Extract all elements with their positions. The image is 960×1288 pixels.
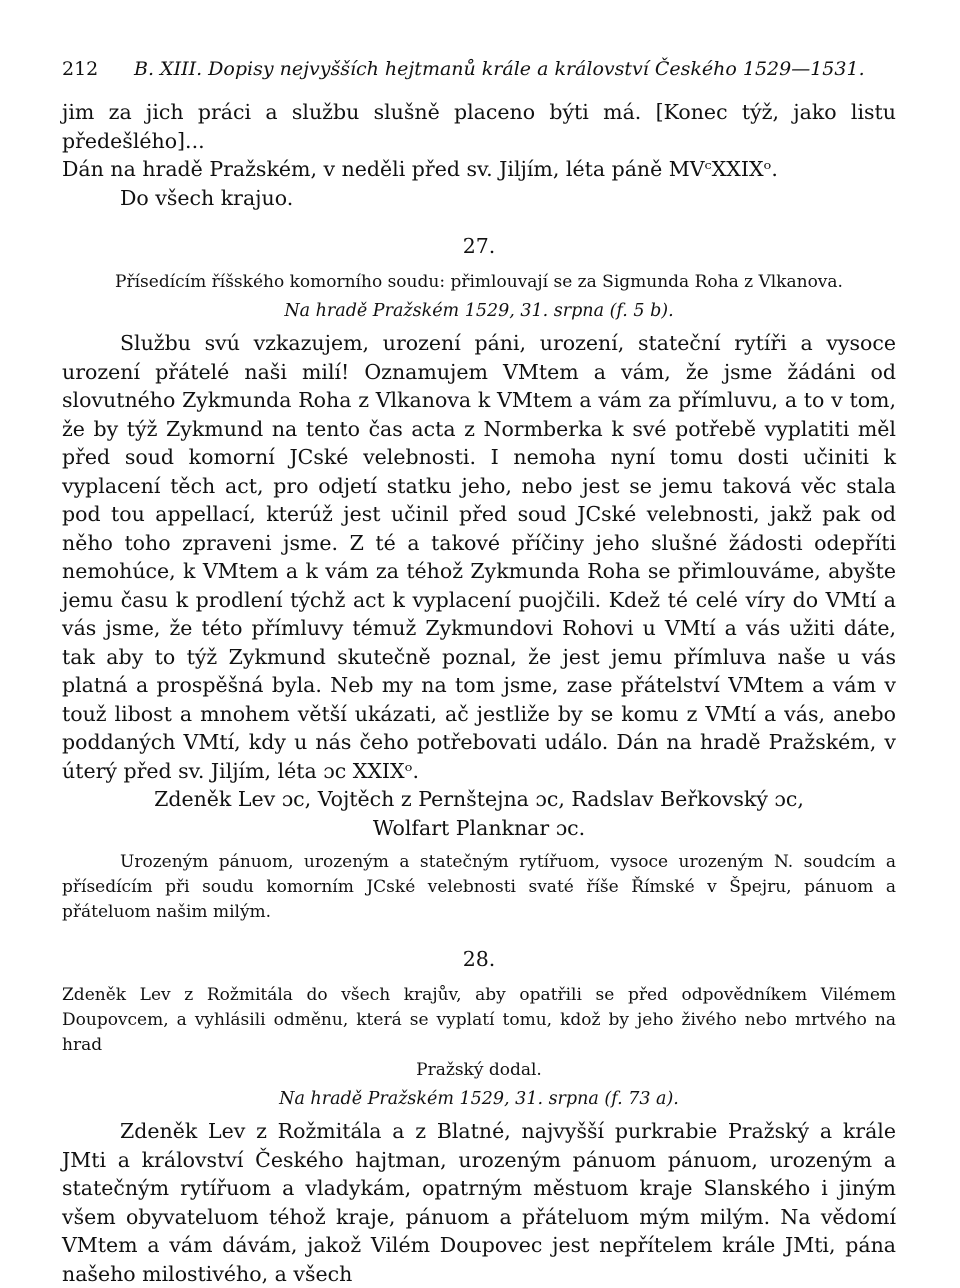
headnote-27: Přísedícím říšského komorního soudu: přimlouvají se za Sigmunda Roha z Vlkanova. (115, 272, 843, 292)
date-line-27: Na hradě Pražském 1529, 31. srpna (f. 5 b). (284, 301, 674, 321)
page-number: 212 (62, 58, 99, 80)
date-line-28: Na hradě Pražském 1529, 31. srpna (f. 73 a). (279, 1089, 679, 1109)
address-27: Urozeným pánuom, urozeným a statečným rytířuom, vysoce urozeným N. soudcím a přísedícím při soudu komorním JCské velebnosti svaté říše Římské v Špejru, pánuom a přáteluom našim milým. (62, 852, 896, 922)
letter-body-28 (62, 1117, 896, 1288)
page-header (62, 58, 896, 98)
letter-body-27 (62, 329, 896, 842)
continuation-line-2: Dán na hradě Pražském, v neděli před sv. Jiljím, léta páně MVᶜXXIXᵒ. (62, 157, 778, 181)
signatures-line-2: Wolfart Planknar ɔc. (372, 815, 586, 840)
running-title: B. XIII. Dopisy nejvyšších hejtmanů krále a království Českého 1529—1531. (134, 58, 865, 80)
headnote-28-last-line: Pražský dodal. (416, 1060, 542, 1080)
letter-text-27: Službu svú vzkazujem, urození páni, urození, stateční rytíři a vysoce urození přátelé naši milí! Oznamujem VMtem a vám, že jsme žádáni od slovutného Zykmunda Roha z Vlkanova k VMtem a vám za přímluvu, a to v tom, že by týž Zykmund na tento čas acta z Normberka k své potřebě vyplatiti měl před soud komorní JCské velebnosti. I nemoha nyní tomu dosti učiniti k vyplacení těch act, pro odjetí statku jeho, nebo jest se jemu taková věc stala pod tou appellací, kterúž jest učinil před soud JCské velebnosti, jakž pak od něho toho zpraveni jsme. Z té a takové příčiny jeho slušné žádosti odepříti nemohúce, k VMtem a k vám za téhož Zykmunda Roha se přimlouváme, abyšte jemu času k prodlení týchž act k vyplacení puojčili. Kdež té celé víry do VMtí a vás jsme, že této přímluvy témuž Zykmundovi Rohovi u VMtí a vás užiti dáte, tak aby to týž Zykmund skutečně poznal, že jest jemu přímluva naše u vás platná a prospěšná byla. Neb my na tom jsme, zase přátelství VMtem a vám v touž libost a mnohem větší ukázati, ač jestliže by se komu z VMtí a vás, anebo poddaných VMtí, kdy u nás čeho potřebovati událo. Dán na hradě Pražském, v úterý před sv. Jiljím, léta ɔc XXIXᵒ. (62, 331, 896, 783)
document-number-27: 27. (462, 234, 496, 258)
letter-text-28: Zdeněk Lev z Rožmitála a z Blatné, najvyšší purkrabie Pražský a krále JMti a království Českého hajtman, urozeným pánuom pánuom, urozeným a statečným rytířuom a vladykám, opatrným městuom kraje Slanského i jiným všem obyvateluom téhož kraje, pánuom a přáteluom mým milým. Na vědomí VMtem a vám dávám, jakož Vilém Doupovec jest nepřítelem krále JMti, pána našeho milostivého, a všech (62, 1119, 896, 1286)
continuation-line-3: Do všech krajuo. (120, 185, 294, 210)
signatures-line-1: Zdeněk Lev ɔc, Vojtěch z Pernštejna ɔc, Radslav Beřkovský ɔc, (154, 787, 804, 811)
headnote-28: Zdeněk Lev z Rožmitála do všech krajův, aby opatřili se před odpovědníkem Vilémem Doupovcem, a vyhlásili odměnu, která se vyplatí tomu, kdož by jeho živého nebo mrtvého na hrad (62, 985, 896, 1055)
continuation-line-1: jim za jich práci a službu slušně placeno býti má. [Konec týž, jako listu předešlého]... (62, 100, 896, 153)
continuation-block (62, 98, 896, 212)
document-number-28: 28. (462, 947, 496, 971)
